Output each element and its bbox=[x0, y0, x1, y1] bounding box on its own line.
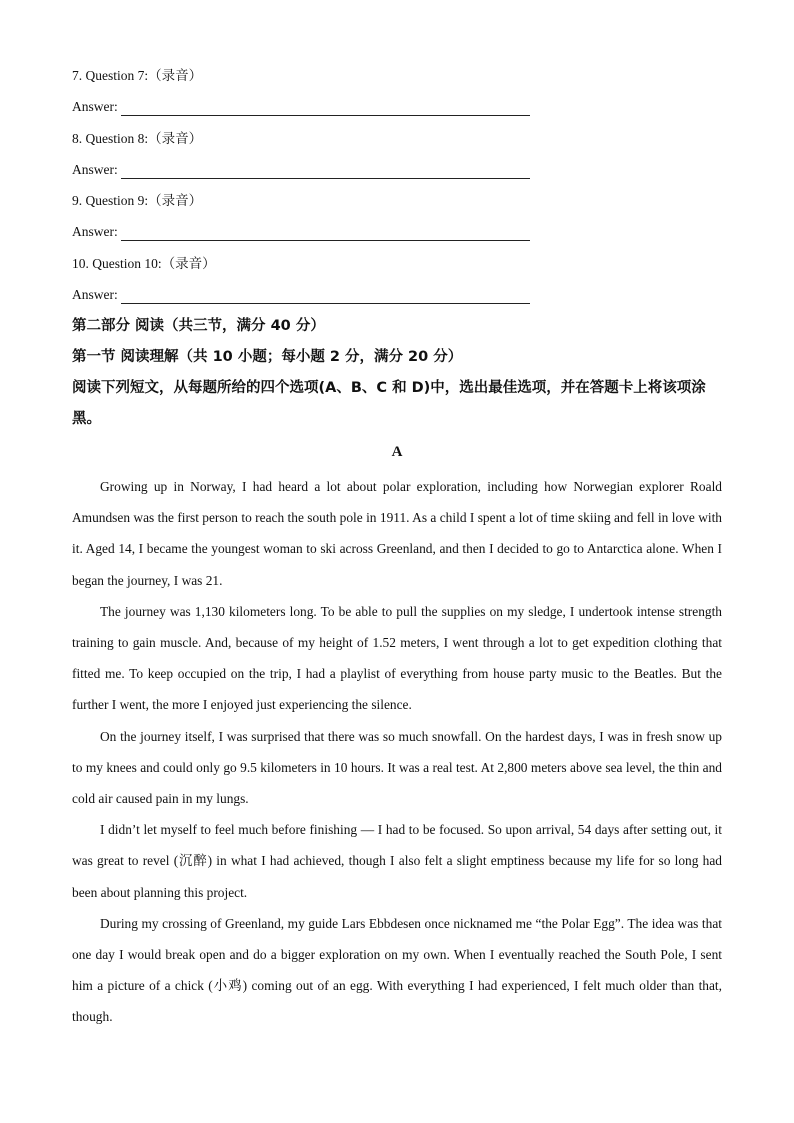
answer-blank-line[interactable] bbox=[121, 227, 530, 241]
question-7-label: 7. Question 7:（录音） bbox=[72, 68, 203, 83]
passage-paragraph: The journey was 1,130 kilometers long. To be able to pull the supplies on my sledge, I undertook intense strength training to gain muscle. And, because of my height of 1.52 meters, I went through a lot to get expedition clothing that fitted me. To keep occupied on the trip, I had a playlist of everything from house party music to the Beatles. But the further I went, the more I enjoyed just experiencing the silence. bbox=[72, 603, 722, 713]
question-10-answer bbox=[72, 286, 530, 304]
question-8-label: 8. Question 8:（录音） bbox=[72, 131, 203, 146]
passage-paragraph: On the journey itself, I was surprised that there was so much snowfall. On the hardest days, I was in fresh snow up to my knees and could only go 9.5 kilometers in 10 hours. It was a real test. At 2,800 meters above sea level, the thin and cold air caused pain in my lungs. bbox=[72, 728, 722, 807]
answer-blank-line[interactable] bbox=[121, 102, 530, 116]
passage-paragraph: During my crossing of Greenland, my guide Lars Ebbdesen once nicknamed me “the Polar Egg”. The idea was that one day I would break open and do a bigger exploration on my own. When I eventually reached the South Pole, I sent him a picture of a chick (小鸡) coming out of an egg. With everything I had experienced, I felt much older than that, though. bbox=[72, 915, 722, 1025]
passage-paragraph: I didn’t let myself to feel much before finishing — I had to be focused. So upon arrival, 54 days after setting out, it was great to revel (沉醉) in what I had achieved, though I also felt a slight emptiness because my life for so long had been about planning this project. bbox=[72, 822, 722, 900]
answer-blank-line[interactable] bbox=[121, 165, 530, 179]
passage-title: A bbox=[391, 444, 403, 460]
answer-label: Answer: bbox=[72, 287, 118, 302]
reading-instructions: 阅读下列短文，从每题所给的四个选项(A、B、C 和 D)中，选出最佳选项，并在答题卡上将该项涂黑。 bbox=[72, 380, 706, 427]
answer-blank-line[interactable] bbox=[121, 290, 530, 304]
question-7-answer bbox=[72, 98, 530, 116]
question-9-answer bbox=[72, 223, 530, 241]
answer-label: Answer: bbox=[72, 162, 118, 177]
question-9-label: 9. Question 9:（录音） bbox=[72, 193, 203, 208]
part-two-heading: 第二部分 阅读（共三节，满分 40 分） bbox=[72, 318, 325, 334]
answer-label: Answer: bbox=[72, 224, 118, 239]
question-10-label: 10. Question 10:（录音） bbox=[72, 256, 216, 271]
section-one-heading: 第一节 阅读理解（共 10 小题；每小题 2 分，满分 20 分） bbox=[72, 349, 463, 365]
passage-body bbox=[72, 471, 722, 1033]
question-8-answer bbox=[72, 161, 530, 179]
passage-paragraph: Growing up in Norway, I had heard a lot about polar exploration, including how Norwegian explorer Roald Amundsen was the first person to reach the south pole in 1911. As a child I spent a lot of time skiing and fell in love with it. Aged 14, I became the youngest woman to ski across Greenland, and then I decided to go to Antarctica alone. When I began the journey, I was 21. bbox=[72, 479, 722, 588]
answer-label: Answer: bbox=[72, 99, 118, 114]
